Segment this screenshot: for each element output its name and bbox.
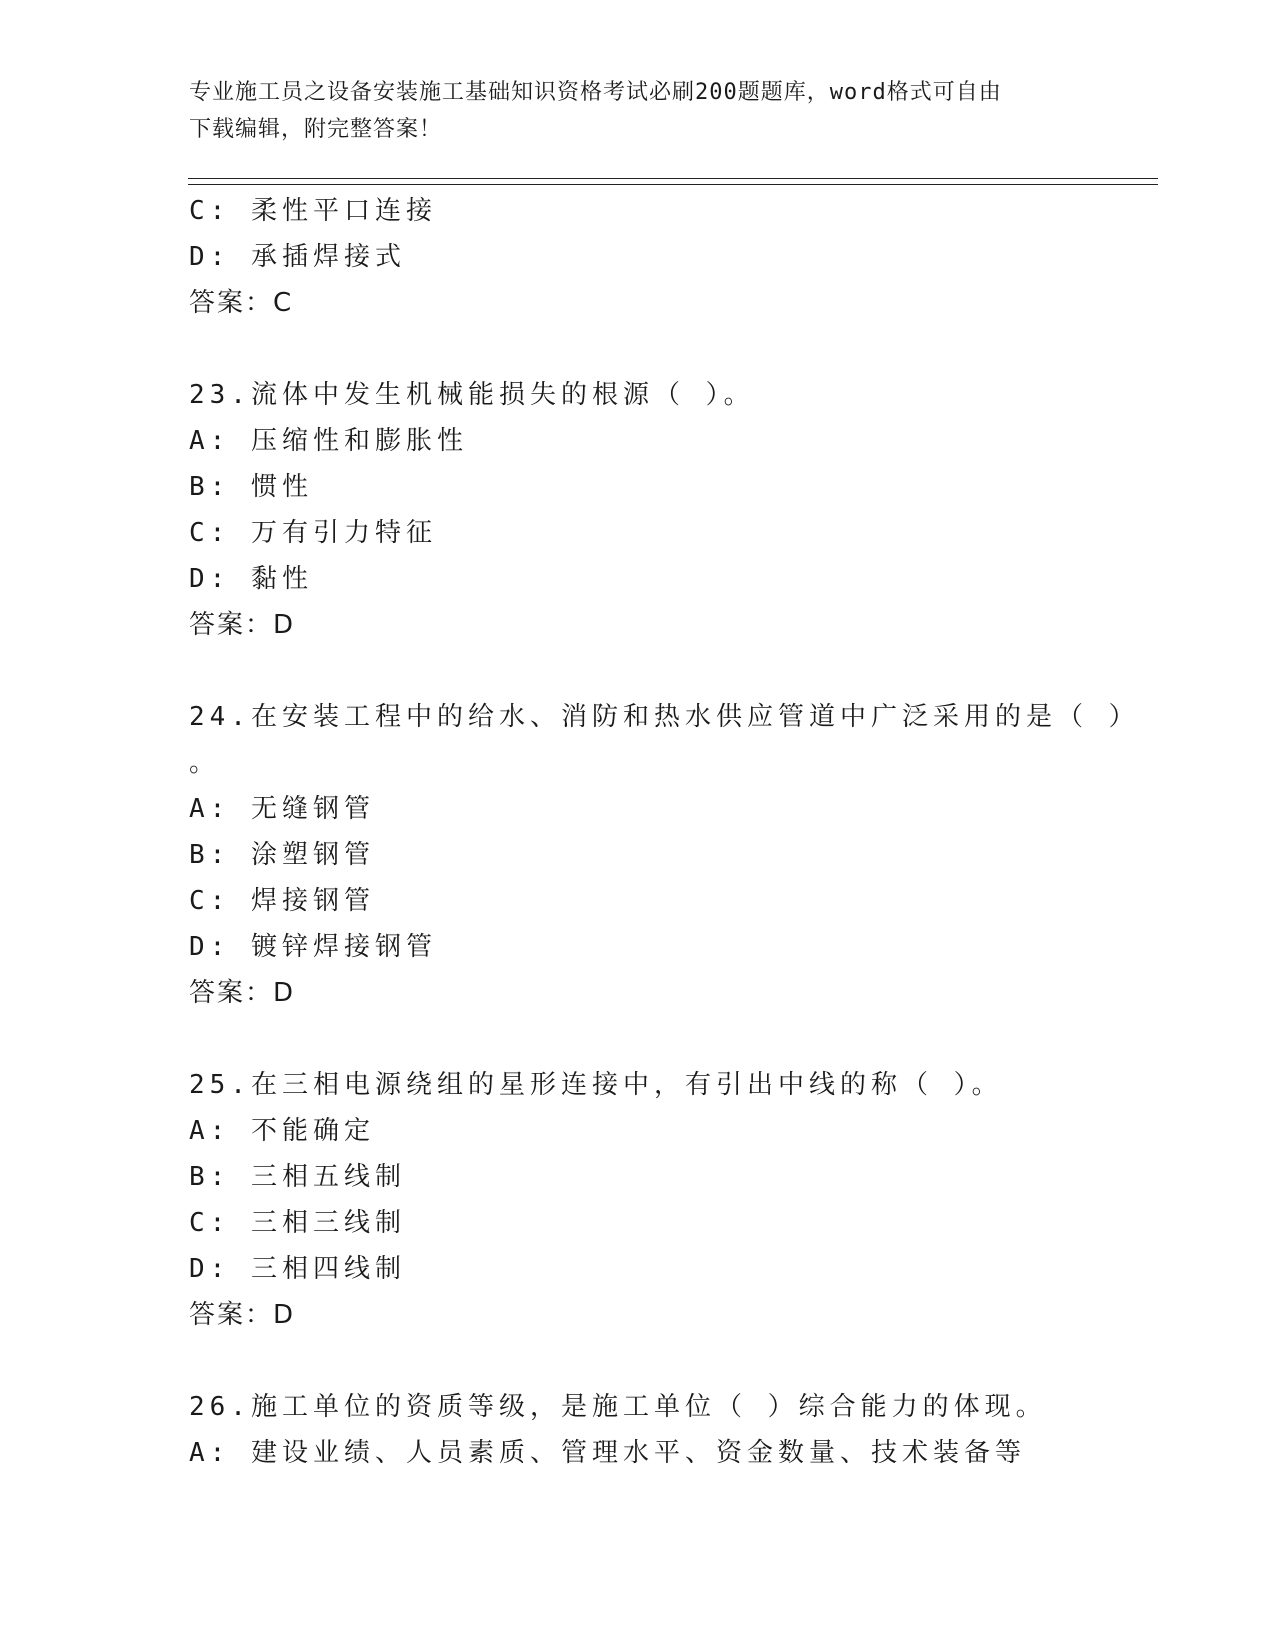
q24-stem: 24.在安装工程中的给水、消防和热水供应管道中广泛采用的是（ ） — [189, 702, 1140, 732]
question-list — [189, 188, 1140, 1476]
q24-option-d: D: 镀锌焊接钢管 — [189, 932, 437, 962]
header-divider-bottom — [188, 184, 1158, 185]
spacer — [189, 648, 1089, 694]
q25-option-c: C: 三相三线制 — [189, 1208, 406, 1238]
q26-stem: 26.施工单位的资质等级，是施工单位（ ）综合能力的体现。 — [189, 1392, 1047, 1422]
spacer — [189, 1338, 1089, 1384]
q25-option-d: D: 三相四线制 — [189, 1254, 406, 1284]
q22-option-c: C: 柔性平口连接 — [189, 196, 437, 226]
header-divider-top — [188, 178, 1158, 179]
q23-option-a: A: 压缩性和膨胀性 — [189, 426, 468, 456]
q22-option-d: D: 承插焊接式 — [189, 242, 406, 272]
document-header — [189, 74, 1069, 148]
header-line-1: 专业施工员之设备安装施工基础知识资格考试必刷200题题库，word格式可自由 — [189, 80, 1002, 105]
q24-option-a: A: 无缝钢管 — [189, 794, 375, 824]
q23-answer: 答案：D — [189, 610, 296, 640]
q25-option-b: B: 三相五线制 — [189, 1162, 406, 1192]
q26-option-a: A: 建设业绩、人员素质、管理水平、资金数量、技术装备等 — [189, 1438, 1026, 1468]
q25-answer: 答案：D — [189, 1300, 296, 1330]
q22-answer: 答案：C — [189, 288, 294, 318]
q25-stem: 25.在三相电源绕组的星形连接中，有引出中线的称（ ）。 — [189, 1070, 1003, 1100]
q24-answer: 答案：D — [189, 978, 296, 1008]
q23-option-b: B: 惯性 — [189, 472, 313, 502]
header-line-2: 下载编辑，附完整答案！ — [189, 117, 443, 142]
spacer — [189, 326, 1089, 372]
q23-option-d: D: 黏性 — [189, 564, 313, 594]
q24-option-c: C: 焊接钢管 — [189, 886, 375, 916]
q24-stem-continuation: 。 — [189, 748, 221, 778]
q24-option-b: B: 涂塑钢管 — [189, 840, 375, 870]
q23-stem: 23.流体中发生机械能损失的根源（ ）。 — [189, 380, 755, 410]
q25-option-a: A: 不能确定 — [189, 1116, 375, 1146]
q23-option-c: C: 万有引力特征 — [189, 518, 437, 548]
spacer — [189, 1016, 1089, 1062]
